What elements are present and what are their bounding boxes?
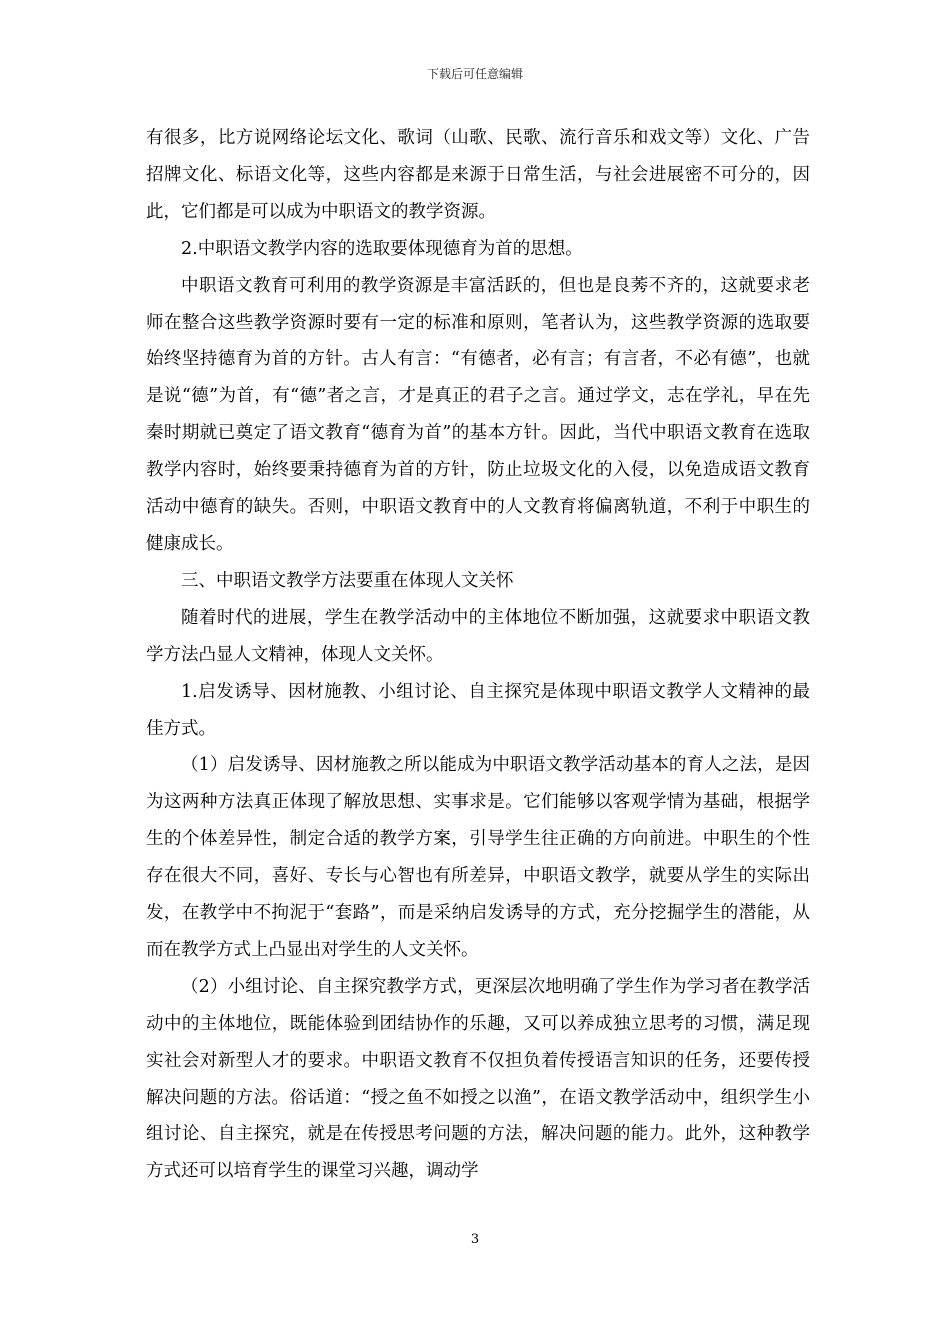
paragraph-moral-education: 中职语文教育可利用的教学资源是丰富活跃的，但也是良莠不齐的，这就要求老师在整合这些教学资源时要有一定的标准和原则，笔者认为，这些教学资源的选取要始终坚持德育为首的方针。古人有言：“有德者，必有言；有言者，不必有德”，也就是说“德”为首，有“德”者之言，才是真正的君子之言。通过学文，志在学礼，早在先秦时期就已奠定了语文教育“德育为首”的基本方针。因此，当代中职语文教育在选取教学内容时，始终要秉持德育为首的方针，防止垃圾文化的入侵，以免造成语文教育活动中德育的缺失。否则，中职语文教育中的人文教育将偏离轨道，不利于中职生的健康成长。 [146, 275, 810, 554]
paragraph-point-2: （2）小组讨论、自主探究教学方式，更深层次地明确了学生作为学习者在教学活动中的主体地位，既能体验到团结协作的乐趣，又可以养成独立思考的习惯，满足现实社会对新型人才的要求。中职语文教育不仅担负着传授语言知识的任务，还要传授解决问题的方法。俗话道：“授之鱼不如授之以渔”，在语文教学活动中，组织学生小组讨论、自主探究，就是在传授思考问题的方法，解决问题的能力。此外，这种教学方式还可以培育学生的课堂习兴趣，调动学 [146, 976, 810, 1182]
document-body [146, 120, 810, 1190]
page-number: 3 [470, 1232, 480, 1247]
paragraph-point-1: （1）启发诱导、因材施教之所以能成为中职语文教学活动基本的育人之法，是因为这两种方法真正体现了解放思想、实事求是。它们能够以客观学情为基础，根据学生的个体差异性，制定合适的教学方案，引导学生往正确的方向前进。中职生的个性存在很大不同，喜好、专长与心智也有所差异，中职语文教学，就要从学生的实际出发，在教学中不拘泥于“套路”，而是采纳启发诱导的方式，充分挖掘学生的潜能，从而在教学方式上凸显出对学生的人文关怀。 [146, 755, 810, 960]
subheading-1: 1.启发诱导、因材施教、小组讨论、自主探究是体现中职语文教学人文精神的最佳方式。 [146, 681, 810, 739]
paragraph-humanistic-care: 随着时代的进展，学生在教学活动中的主体地位不断加强，这就要求中职语文教学方法凸显人文精神，体现人文关怀。 [146, 607, 810, 665]
section-heading-3: 三、中职语文教学方法要重在体现人文关怀 [181, 570, 514, 591]
page-header: 下载后可任意编辑 [426, 67, 523, 81]
subheading-2: 2.中职语文教学内容的选取要体现德育为首的思想。 [181, 238, 583, 259]
paragraph-continuation: 有很多，比方说网络论坛文化、歌词（山歌、民歌、流行音乐和戏文等）文化、广告招牌文化、标语文化等，这些内容都是来源于日常生活，与社会进展密不可分的，因此，它们都是可以成为中职语文的教学资源。 [146, 128, 810, 222]
